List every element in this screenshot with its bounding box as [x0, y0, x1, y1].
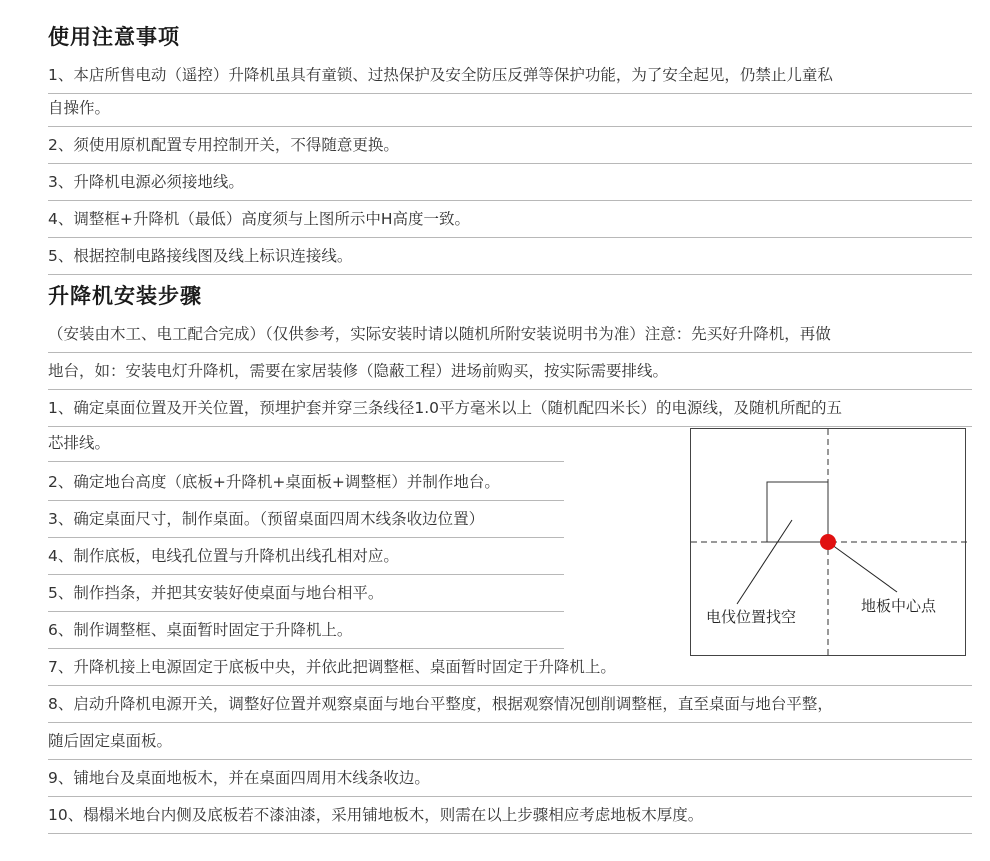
section-title-usage-notes: 使用注意事项 — [48, 25, 180, 49]
text-line: 4、调整框+升降机（最低）高度须与上图所示中H高度一致。 — [48, 201, 972, 238]
text-line: 3、确定桌面尺寸，制作桌面。（预留桌面四周木线条收边位置） — [48, 501, 564, 538]
floor-center-point — [820, 534, 836, 550]
text-line: 随后固定桌面板。 — [48, 723, 972, 760]
text-line: 芯排线。 — [48, 425, 564, 462]
text-line: 2、确定地台高度（底板+升降机+桌面板+调整框）并制作地台。 — [48, 464, 564, 501]
text-line: 1、本店所售电动（遥控）升降机虽具有童锁、过热保护及安全防压反弹等保护功能，为了安全起见，仍禁止儿童私 — [48, 57, 972, 94]
center-label-leader — [828, 542, 897, 592]
text-line: 地台，如：安装电灯升降机，需要在家居装修（隐蔽工程）进场前购买，按实际需要排线。 — [48, 353, 972, 390]
text-line: 6、制作调整框、桌面暂时固定于升降机上。 — [48, 612, 564, 649]
text-line: 4、制作底板，电线孔位置与升降机出线孔相对应。 — [48, 538, 564, 575]
text-line: 2、须使用原机配置专用控制开关，不得随意更换。 — [48, 127, 972, 164]
wire-label-leader — [737, 520, 792, 604]
text-line: 1、确定桌面位置及开关位置，预埋护套并穿三条线径1.0平方毫米以上（随机配四米长）的电源线，及随机所配的五 — [48, 390, 972, 427]
text-line: 7、升降机接上电源固定于底板中央，并依此把调整框、桌面暂时固定于升降机上。 — [48, 649, 972, 686]
text-line: 9、铺地台及桌面地板木，并在桌面四周用木线条收边。 — [48, 760, 972, 797]
floor-center-diagram — [690, 428, 966, 656]
text-line: （安装由木工、电工配合完成）（仅供参考，实际安装时请以随机所附安装说明书为准）注意：先买好升降机，再做 — [48, 316, 972, 353]
text-line: 5、根据控制电路接线图及线上标识连接线。 — [48, 238, 972, 275]
text-line: 10、榻榻米地台内侧及底板若不漆油漆，采用铺地板木，则需在以上步骤相应考虑地板木厚度。 — [48, 797, 972, 834]
text-line: 3、升降机电源必须接地线。 — [48, 164, 972, 201]
text-line: 5、制作挡条，并把其安装好使桌面与地台相平。 — [48, 575, 564, 612]
text-line: 自操作。 — [48, 90, 972, 127]
text-line: 8、启动升降机电源开关，调整好位置并观察桌面与地台平整度，根据观察情况刨削调整框，直至桌面与地台平整， — [48, 686, 972, 723]
section-title-installation-steps: 升降机安装步骤 — [48, 284, 202, 308]
wire-hole-box — [767, 482, 828, 542]
wire-position-label: 电伐位置找空 — [706, 608, 797, 626]
floor-center-label: 地板中心点 — [861, 597, 937, 615]
